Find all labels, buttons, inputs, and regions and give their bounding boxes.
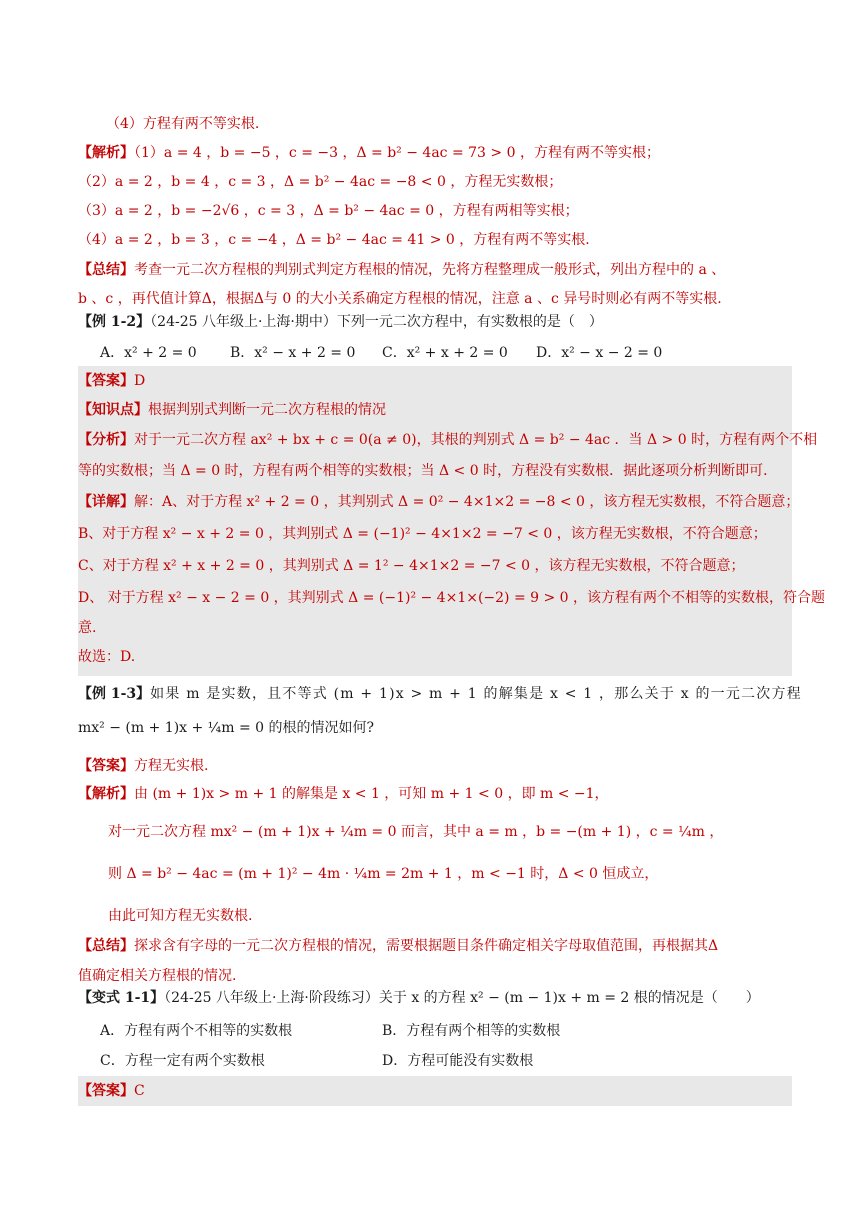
example-1-3-question-1: 如果 m 是实数，且不等式 (m + 1)x > m + 1 的解集是 x < 1 ，那么关于 x 的一元二次方程 — [150, 686, 802, 702]
example-1-3-jiexi-4: 由此可知方程无实数根. — [108, 908, 253, 924]
jiexi-paragraph — [78, 143, 660, 163]
analysis-tag: 【分析】 — [78, 432, 134, 448]
jiexi-line-3: （3）a = 2 ，b = −2√6 ，c = 3 ，Δ = b² − 4ac = 0 ，方程有两相等实根； — [78, 203, 579, 219]
example-1-3-stem-1 — [78, 684, 802, 704]
jiexi-line-4: （4）a = 2 ，b = 3 ，c = −4 ，Δ = b² − 4ac = 41 > 0 ，方程有两不等实根. — [78, 232, 590, 248]
detail-text-3: C、对于方程 x² + x + 2 = 0 ，其判别式 Δ = 1² − 4×1×2 = −7 < 0 ，该方程无实数根，不符合题意； — [78, 558, 745, 574]
jiexi-tag: 【解析】 — [78, 145, 134, 161]
detail-text-6: 故选：D. — [78, 649, 136, 665]
detail-text-4: D、 对于方程 x² − x − 2 = 0 ，其判别式 Δ = (−1)² − 4×1×(−2) = 9 > 0 ，该方程有两个不相等的实数根，符合题 — [78, 590, 826, 606]
variant-answer-tag: 【答案】 — [78, 1083, 134, 1099]
variant-answer-value: C — [134, 1083, 145, 1099]
example-1-3-tag: 【例 1-3】 — [78, 686, 151, 702]
variant-1-1-stem — [78, 988, 760, 1008]
example-1-3-summary-text-2: 值确定相关方程根的情况. — [78, 968, 237, 984]
detail-line-1 — [78, 492, 799, 512]
knowledge-point-text: 根据判别式判断一元二次方程根的情况 — [148, 402, 386, 418]
knowledge-point-line — [78, 400, 386, 420]
summary-tag: 【总结】 — [78, 262, 134, 278]
example-1-3-jiexi-1: 由 (m + 1)x > m + 1 的解集是 x < 1 ，可知 m + 1 < 0 ，即 m < −1， — [134, 786, 609, 802]
example-1-3-jiexi-2: 对一元二次方程 mx² − (m + 1)x + ¼m = 0 而言，其中 a = m ，b = −(m + 1) ，c = ¼m ， — [108, 824, 724, 840]
variant-option-a: A．方程有两个不相等的实数根 — [100, 1023, 293, 1039]
example-1-3-answer-value: 方程无实根. — [134, 758, 209, 774]
jiexi-line-2: （2）a = 2 ，b = 4 ，c = 3 ，Δ = b² − 4ac = −8 < 0 ，方程无实数根； — [78, 174, 563, 190]
summary-paragraph — [78, 260, 725, 280]
analysis-text-1: 对于一元二次方程 ax² + bx + c = 0(a ≠ 0)，其根的判别式 Δ = b² − 4ac ．当 Δ > 0 时，方程有两个不相 — [134, 432, 818, 448]
analysis-line-1 — [78, 430, 817, 450]
answer-tag: 【答案】 — [78, 373, 134, 389]
analysis-text-2: 等的实数根；当 Δ = 0 时，方程有两个相等的实数根；当 Δ < 0 时，方程没有实数根．据此逐项分析判断即可． — [78, 463, 778, 479]
summary-line-1: 考查一元二次方程根的判别式判定方程根的情况，先将方程整理成一般形式，列出方程中的 a 、 — [134, 262, 726, 278]
variant-option-b: B．方程有两个相等的实数根 — [382, 1023, 561, 1039]
option-c: C．x² + x + 2 = 0 — [382, 345, 508, 361]
variant-answer — [78, 1081, 145, 1101]
example-1-3-answer — [78, 756, 208, 776]
example-1-3-question-2: mx² − (m + 1)x + ¼m = 0 的根的情况如何? — [78, 720, 375, 736]
detail-text-1: 解：A、对于方程 x² + 2 = 0 ，其判别式 Δ = 0² − 4×1×2 = −8 < 0 ，该方程无实数根，不符合题意； — [134, 494, 800, 510]
example-1-3-answer-tag: 【答案】 — [78, 758, 134, 774]
example-1-3-jiexi-3: 则 Δ = b² − 4ac = (m + 1)² − 4m · ¼m = 2m + 1 ，m < −1 时，Δ < 0 恒成立， — [108, 866, 659, 882]
detail-text-5: 意. — [78, 620, 97, 636]
detail-tag: 【详解】 — [78, 494, 134, 510]
item-4-text: （4）方程有两不等实根. — [106, 116, 260, 132]
example-1-2-tag: 【例 1-2】 — [78, 314, 151, 330]
answer-line — [78, 371, 145, 391]
example-1-3-summary-tag: 【总结】 — [78, 938, 134, 954]
summary-line-2: b 、c ，再代值计算Δ，根据Δ与 0 的大小关系确定方程根的情况，注意 a 、c 异号时则必有两不等实根. — [78, 291, 722, 307]
example-1-3-jiexi — [78, 784, 609, 804]
example-1-3-summary-1 — [78, 936, 718, 956]
knowledge-point-tag: 【知识点】 — [78, 402, 148, 418]
example-1-3-jiexi-tag: 【解析】 — [78, 786, 134, 802]
variant-1-1-tag: 【变式 1-1】 — [78, 990, 165, 1006]
option-d: D．x² − x − 2 = 0 — [536, 345, 663, 361]
variant-answer-shade — [78, 1076, 792, 1106]
option-b: B．x² − x + 2 = 0 — [230, 345, 356, 361]
detail-text-2: B、对于方程 x² − x + 2 = 0 ，其判别式 Δ = (−1)² − 4×1×2 = −7 < 0 ，该方程无实数根，不符合题意； — [78, 526, 767, 542]
option-a: A．x² + 2 = 0 — [100, 345, 197, 361]
example-1-2-question: （24-25 八年级上·上海·期中）下列一元二次方程中，有实数根的是（ ） — [150, 314, 603, 330]
jiexi-line-1: （1）a = 4 ，b = −5 ，c = −3 ，Δ = b² − 4ac = 73 > 0 ，方程有两不等实根； — [134, 145, 660, 161]
answer-value: D — [134, 373, 146, 389]
variant-option-d: D．方程可能没有实数根 — [382, 1053, 534, 1069]
variant-option-c: C．方程一定有两个实数根 — [100, 1053, 265, 1069]
example-1-3-summary-text-1: 探求含有字母的一元二次方程根的情况，需要根据题目条件确定相关字母取值范围，再根据其Δ — [134, 938, 719, 954]
example-1-2-stem — [78, 312, 603, 332]
variant-1-1-question: （24-25 八年级上·上海·阶段练习）关于 x 的方程 x² − (m − 1)x + m = 2 根的情况是（ ） — [164, 990, 760, 1006]
